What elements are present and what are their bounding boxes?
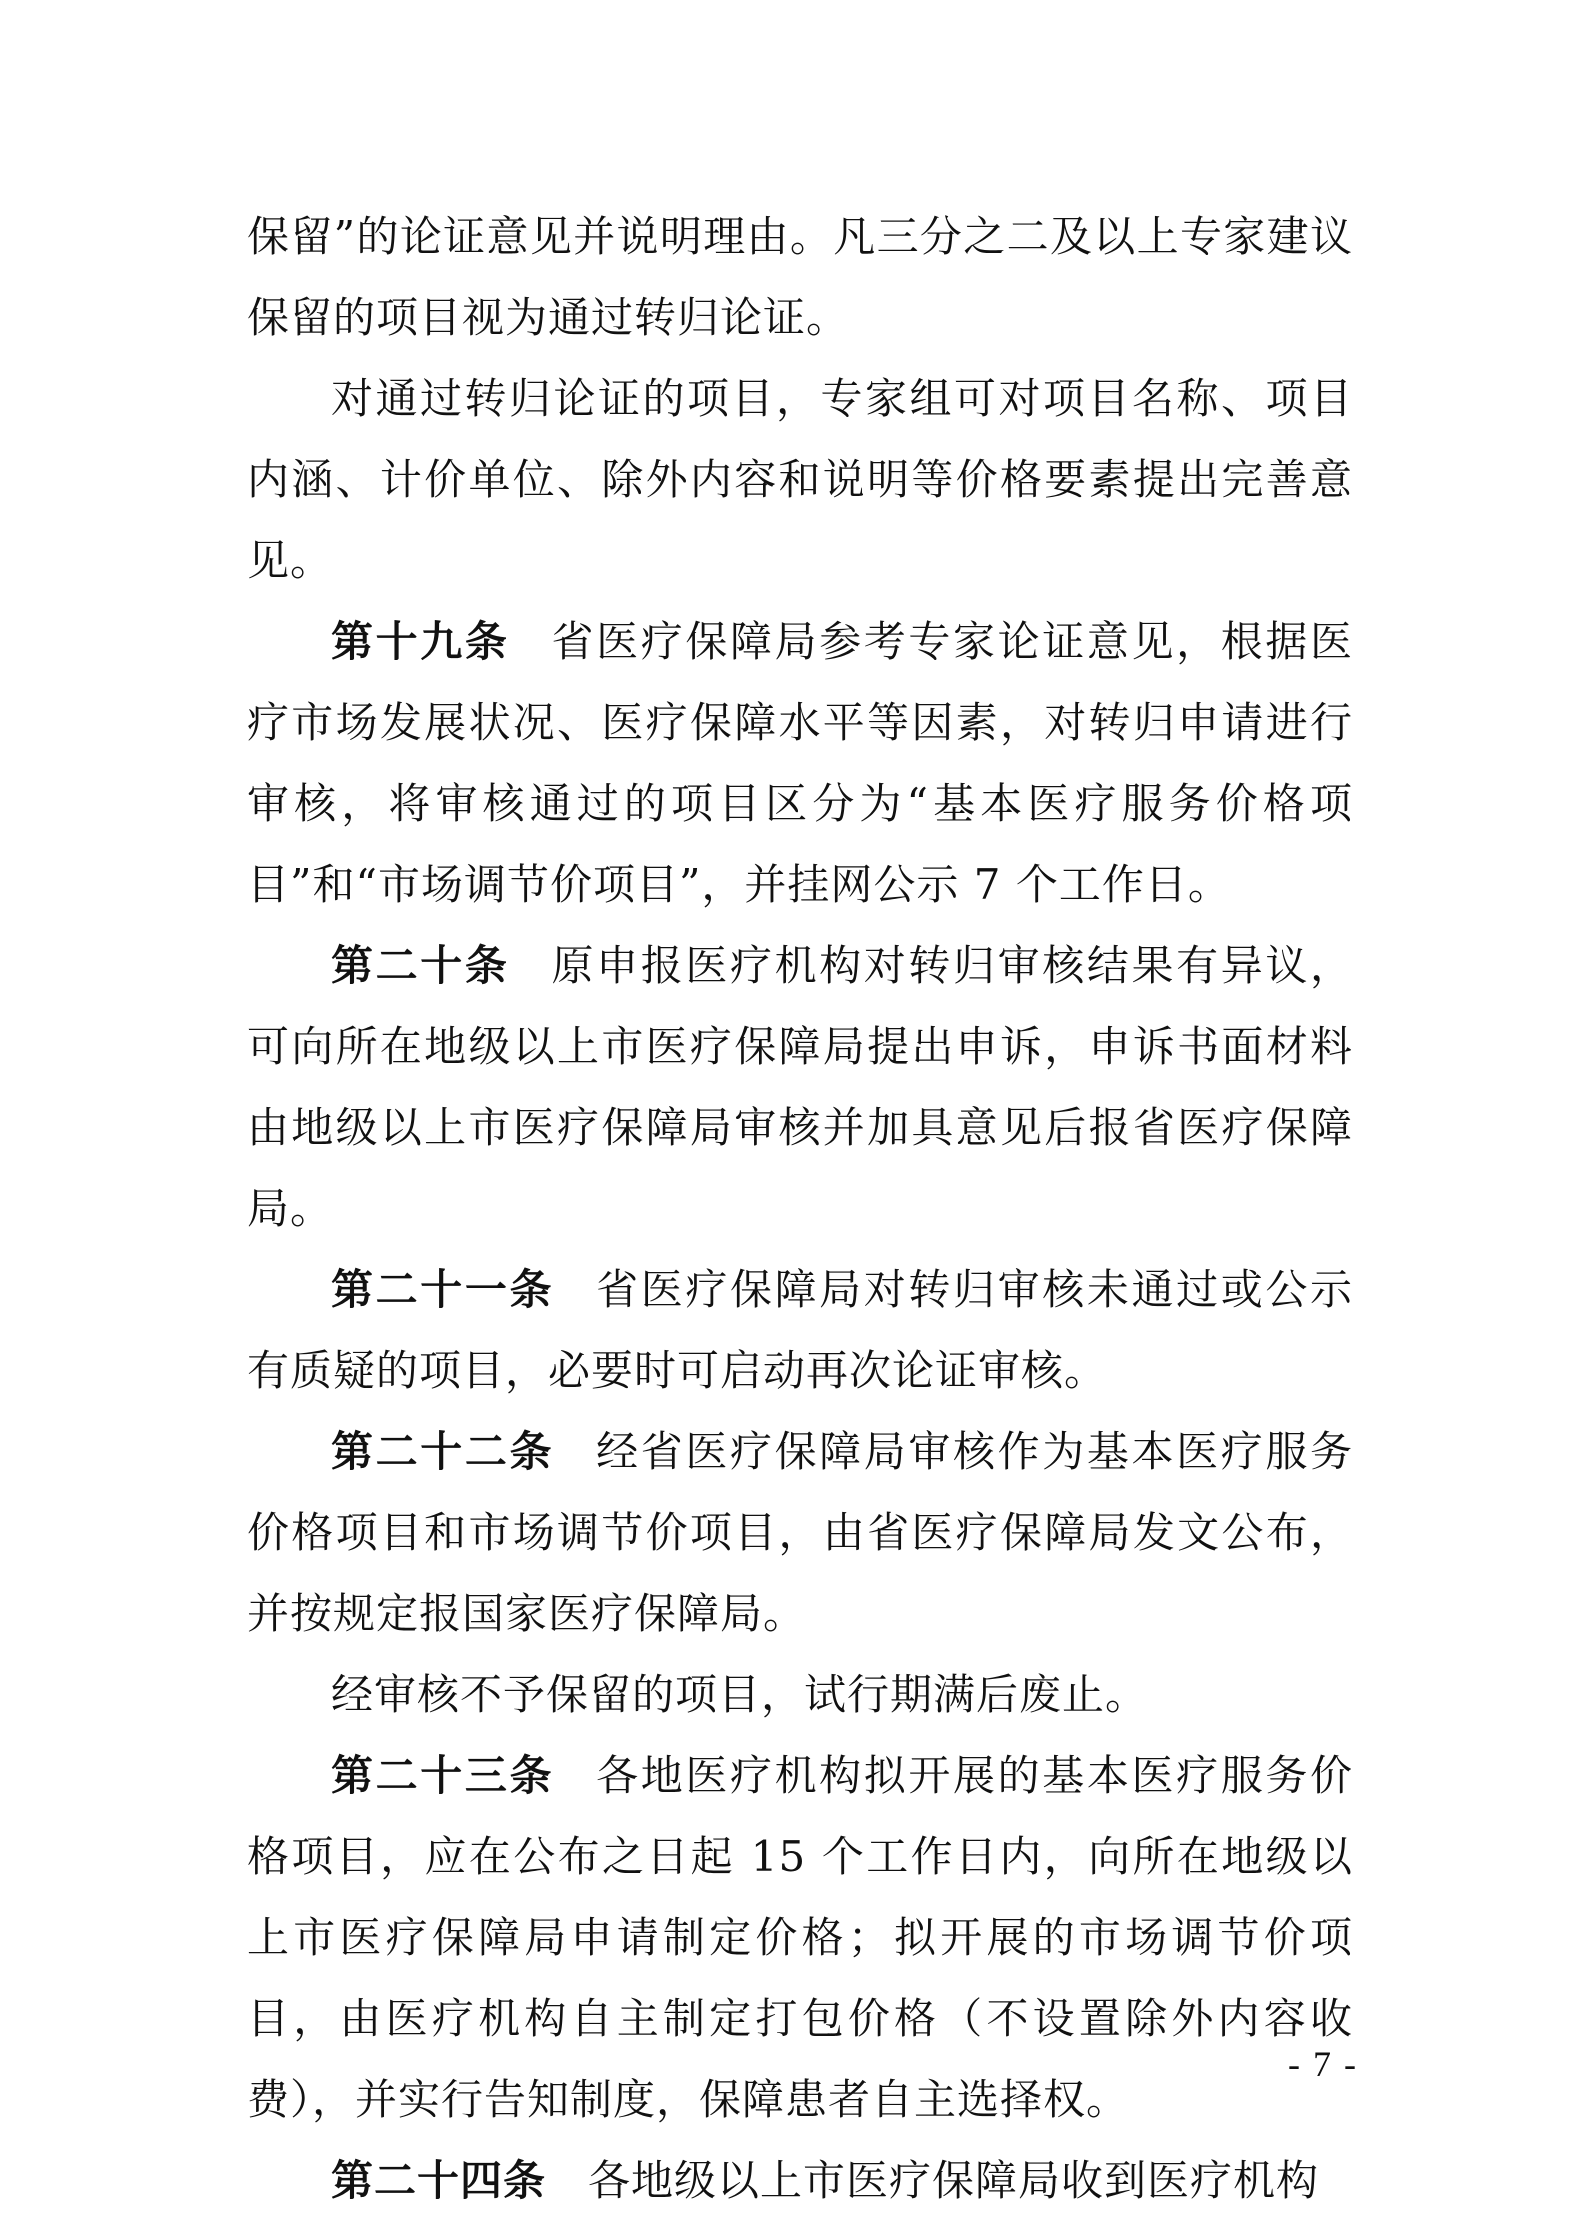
article-text: 省医疗保障局对转归审核未通过或公示有质疑的项目，必要时可启动再次论证审核。 — [247, 1265, 1353, 1395]
article-24 — [247, 2140, 1353, 2221]
article-number: 第二十三条 — [331, 1751, 555, 1800]
article-number: 第二十二条 — [331, 1427, 555, 1476]
document-body — [247, 196, 1353, 2221]
paragraph-abolish — [247, 1654, 1353, 1735]
article-number: 第二十四条 — [331, 2156, 547, 2205]
paragraph-text: 对通过转归论证的项目，专家组可对项目名称、项目内涵、计价单位、除外内容和说明等价格要素提出完善意见。 — [247, 374, 1353, 585]
paragraph-text: 保留”的论证意见并说明理由。凡三分之二及以上专家建议保留的项目视为通过转归论证。 — [247, 212, 1353, 342]
paragraph-1 — [247, 196, 1353, 358]
paragraph-text: 经审核不予保留的项目，试行期满后废止。 — [331, 1670, 1149, 1719]
article-text: 原申报医疗机构对转归审核结果有异议，可向所在地级以上市医疗保障局提出申诉，申诉书面材料由地级以上市医疗保障局审核并加具意见后报省医疗保障局。 — [247, 941, 1353, 1233]
article-19 — [247, 601, 1353, 925]
article-20 — [247, 925, 1353, 1249]
article-number: 第二十条 — [331, 941, 510, 990]
article-text: 各地级以上市医疗保障局收到医疗机构 — [588, 2156, 1320, 2205]
article-22 — [247, 1411, 1353, 1654]
article-text: 各地医疗机构拟开展的基本医疗服务价格项目，应在公布之日起 15 个工作日内，向所在地级以上市医疗保障局申请制定价格；拟开展的市场调节价项目，由医疗机构自主制定打包价格（不设置除外内容收费），并实行告知制度，保障患者自主选择权。 — [247, 1751, 1353, 2124]
article-number: 第二十一条 — [331, 1265, 555, 1314]
paragraph-2 — [247, 358, 1353, 601]
page-number: - 7 - — [1288, 2044, 1358, 2084]
article-number: 第十九条 — [331, 617, 510, 666]
article-text: 省医疗保障局参考专家论证意见，根据医疗市场发展状况、医疗保障水平等因素，对转归申请进行审核，将审核通过的项目区分为“基本医疗服务价格项目”和“市场调节价项目”，并挂网公示 7 个工作日。 — [247, 617, 1353, 909]
article-text: 经省医疗保障局审核作为基本医疗服务价格项目和市场调节价项目，由省医疗保障局发文公布，并按规定报国家医疗保障局。 — [247, 1427, 1353, 1638]
article-21 — [247, 1249, 1353, 1411]
article-23 — [247, 1735, 1353, 2140]
